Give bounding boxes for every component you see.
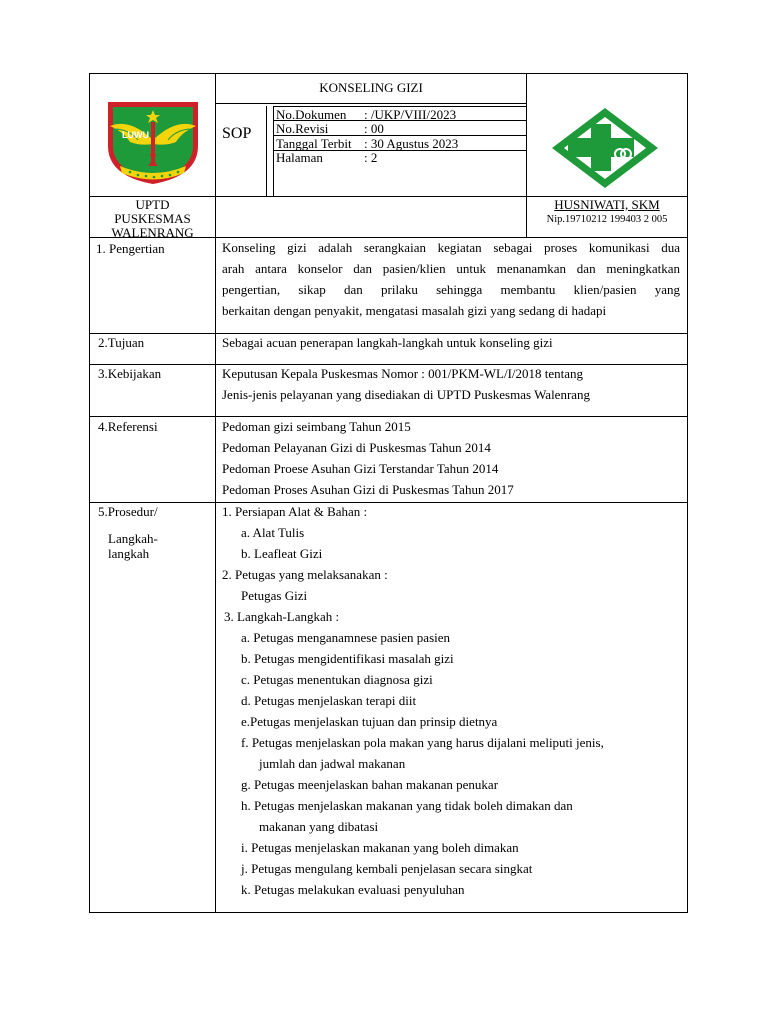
section-label-kebijakan: 3.Kebijakan <box>98 366 162 381</box>
list-item: e.Petugas menjelaskan tujuan dan prinsip dietnya <box>241 714 498 729</box>
pengertian-line: arah antara konselor dan pasien/klien untuk menanamkan dan meningkatkan <box>222 261 680 276</box>
doc-number-value: : /UKP/VIII/2023 <box>364 107 457 122</box>
list-item: b. Petugas mengidentifikasi masalah gizi <box>241 651 454 666</box>
referensi-item: Pedoman Pelayanan Gizi di Puskesmas Tahun 2014 <box>222 440 491 455</box>
list-item: 1. Persiapan Alat & Bahan : <box>222 504 368 519</box>
list-item: 3. Langkah-Langkah : <box>224 609 340 624</box>
list-item: g. Petugas meenjelaskan bahan makanan penukar <box>241 777 499 792</box>
list-item: h. Petugas menjelaskan makanan yang tidak boleh dimakan dan <box>241 798 573 813</box>
document-title: KONSELING GIZI <box>319 80 423 95</box>
page-label: Halaman <box>276 150 323 165</box>
issue-date-label: Tanggal Terbit <box>276 136 352 151</box>
org-line-1: UPTD <box>135 197 170 212</box>
luwu-emblem-logo <box>100 96 206 186</box>
pengertian-line: pengertian, sikap dan prilaku sehingga membantu klien/pasien yang <box>222 282 680 297</box>
list-item: Petugas Gizi <box>241 588 308 603</box>
emblem-lettering: LUWU <box>122 130 149 140</box>
referensi-item: Pedoman gizi seimbang Tahun 2015 <box>222 419 411 434</box>
list-item: c. Petugas menentukan diagnosa gizi <box>241 672 433 687</box>
list-item: i. Petugas menjelaskan makanan yang boleh dimakan <box>241 840 519 855</box>
list-item: b. Leafleat Gizi <box>241 546 323 561</box>
referensi-item: Pedoman Proses Asuhan Gizi di Puskesmas Tahun 2017 <box>222 482 514 497</box>
issue-date-value: : 30 Agustus 2023 <box>364 136 459 151</box>
section-label-langkah-2: langkah <box>108 546 150 561</box>
section-label-referensi: 4.Referensi <box>98 419 158 434</box>
sop-label: SOP <box>222 125 252 142</box>
puskesmas-logo <box>544 105 667 191</box>
pengertian-line: berkaitan dengan penyakit, mengatasi masalah gizi yang sedang di hadapi <box>222 303 607 318</box>
section-label-pengertian: 1. Pengertian <box>96 241 165 256</box>
list-item: k. Petugas melakukan evaluasi penyuluhan <box>241 882 465 897</box>
section-label-tujuan: 2.Tujuan <box>98 335 145 350</box>
section-label-prosedur: 5.Prosedur/ <box>98 504 158 519</box>
kebijakan-line: Jenis-jenis pelayanan yang disediakan di UPTD Puskesmas Walenrang <box>222 387 591 402</box>
doc-number-label: No.Dokumen <box>276 107 347 122</box>
signer-nip: Nip.19710212 199403 2 005 <box>546 214 668 225</box>
section-label-langkah: Langkah- <box>108 531 158 546</box>
kebijakan-line: Keputusan Kepala Puskesmas Nomor : 001/PKM-WL/I/2018 tentang <box>222 366 584 381</box>
pengertian-text <box>222 237 680 321</box>
list-item: makanan yang dibatasi <box>259 819 379 834</box>
signer-name: HUSNIWATI, SKM <box>554 197 660 212</box>
list-item: d. Petugas menjelaskan terapi diit <box>241 693 417 708</box>
list-item: 2. Petugas yang melaksanakan : <box>222 567 388 582</box>
org-line-2: PUSKESMAS <box>114 211 191 226</box>
list-item: a. Petugas menganamnese pasien pasien <box>241 630 451 645</box>
list-item: jumlah dan jadwal makanan <box>259 756 406 771</box>
referensi-item: Pedoman Proese Asuhan Gizi Terstandar Tahun 2014 <box>222 461 499 476</box>
pengertian-line: Konseling gizi adalah serangkaian kegiatan sebagai proses komunikasi dua <box>222 240 680 255</box>
list-item: a. Alat Tulis <box>241 525 305 540</box>
org-line-3: WALENRANG <box>111 225 194 240</box>
list-item: f. Petugas menjelaskan pola makan yang harus dijalani meliputi jenis, <box>241 735 604 750</box>
revision-label: No.Revisi <box>276 121 329 136</box>
revision-value: : 00 <box>364 121 384 136</box>
page-value: : 2 <box>364 150 378 165</box>
list-item: j. Petugas mengulang kembali penjelasan secara singkat <box>241 861 533 876</box>
tujuan-text: Sebagai acuan penerapan langkah-langkah untuk konseling gizi <box>222 335 553 350</box>
